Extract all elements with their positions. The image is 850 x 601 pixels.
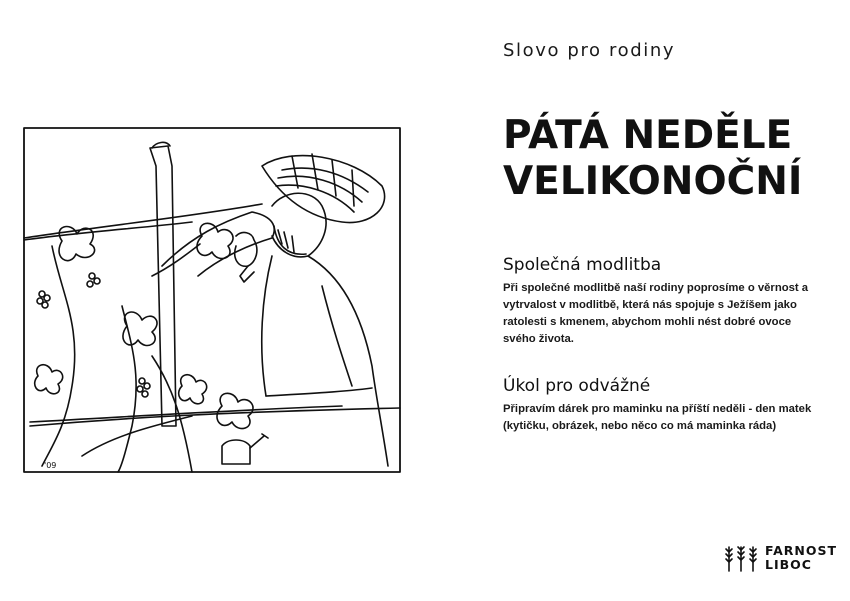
logo-line-1: FARNOST <box>765 543 838 558</box>
wheat-icon <box>723 544 759 572</box>
section-task-text: Připravím dárek pro maminku na příští neděli - den matek (kytičku, obrázek, nebo něco co má maminka ráda) <box>503 403 812 432</box>
page-title-line-2: VELIKONOČNÍ <box>503 159 803 204</box>
section-prayer-heading: Společná modlitba <box>503 255 662 275</box>
page-title-line-1: PÁTÁ NEDĚLE <box>503 113 793 158</box>
logo-line-2: LIBOC <box>765 557 812 572</box>
section-prayer <box>503 255 823 348</box>
section-prayer-text: Při společné modlitbě naší rodiny poprosíme o věrnost a vytrvalost v modlitbě, která nás spojuje s Ježíšem jako ratolesti s kmenem, abychom mohli nést dobré ovoce svého života. <box>503 282 809 345</box>
vine-dresser-illustration <box>22 126 402 474</box>
parish-logo <box>723 544 837 572</box>
logo-text <box>765 544 837 572</box>
page-title <box>503 113 802 205</box>
illustration-signature: '09 <box>44 461 57 470</box>
section-task-heading: Úkol pro odvážné <box>503 376 651 396</box>
kicker-text: Slovo pro rodiny <box>503 40 676 61</box>
section-task <box>503 376 823 435</box>
